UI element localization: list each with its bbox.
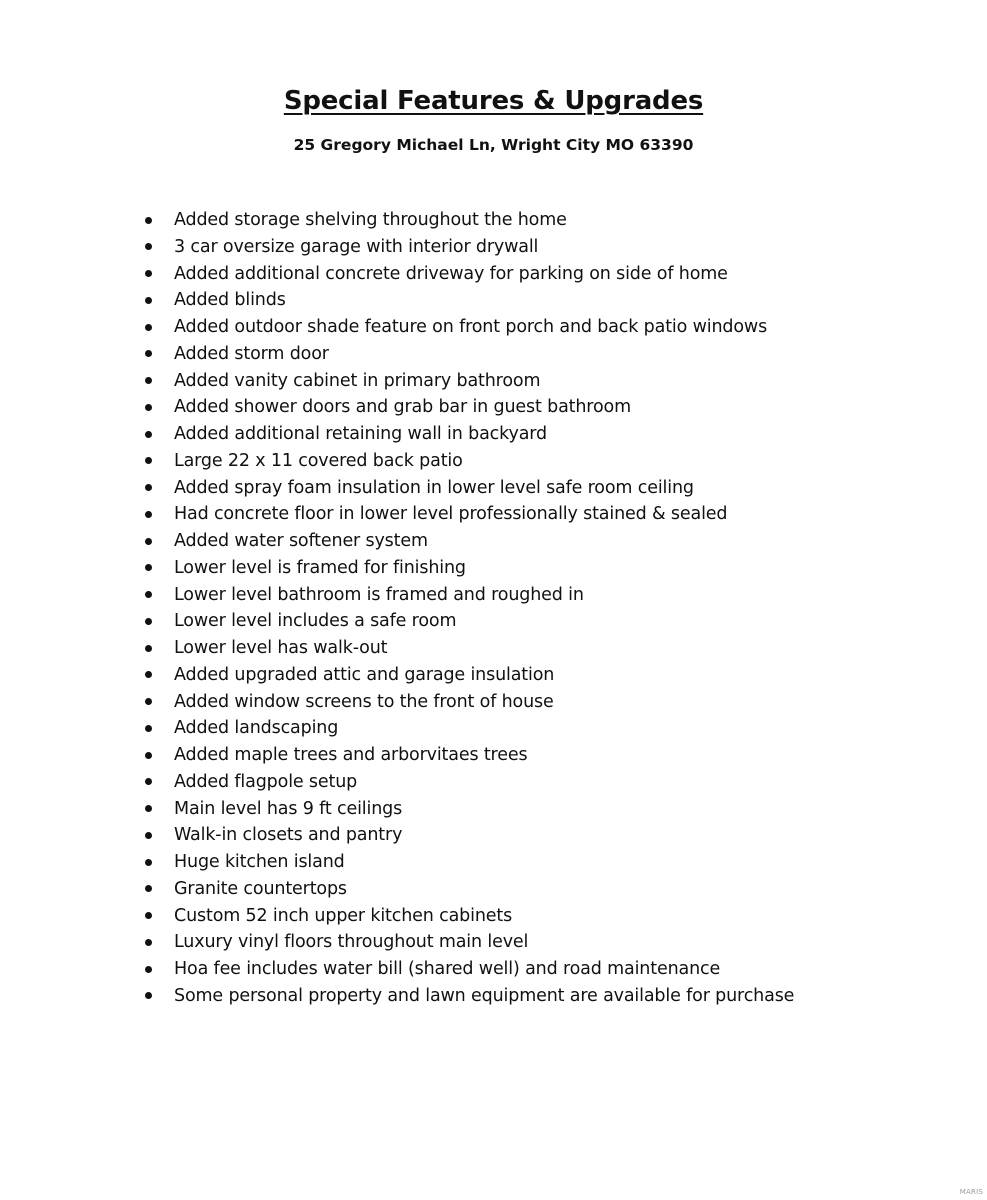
feature-text: Added additional retaining wall in backyard: [174, 424, 547, 444]
bullet-icon: [145, 752, 152, 759]
list-item: [142, 796, 942, 823]
bullet-icon: [145, 992, 152, 999]
bullet-icon: [145, 832, 152, 839]
bullet-icon: [145, 805, 152, 812]
feature-text: 3 car oversize garage with interior drywall: [174, 236, 539, 257]
bullet-icon: [145, 564, 152, 571]
bullet-icon: [145, 912, 152, 919]
feature-text: Added outdoor shade feature on front porch and back patio windows: [174, 317, 768, 337]
bullet-icon: [145, 377, 152, 384]
feature-list: [142, 207, 942, 1010]
list-item: [142, 341, 942, 368]
list-item: [142, 475, 942, 502]
bullet-icon: [145, 885, 152, 892]
bullet-icon: [145, 457, 152, 464]
feature-text: Hoa fee includes water bill (shared well) and road maintenance: [174, 959, 721, 979]
feature-text: Lower level includes a safe room: [174, 611, 457, 632]
bullet-icon: [145, 698, 152, 705]
list-item: [142, 608, 942, 635]
bullet-icon: [145, 671, 152, 678]
list-item: [142, 876, 942, 903]
list-item: [142, 929, 942, 956]
bullet-icon: [145, 324, 152, 331]
bullet-icon: [145, 350, 152, 357]
feature-text: Granite countertops: [174, 878, 347, 899]
feature-text: Luxury vinyl floors throughout main level: [174, 932, 529, 953]
list-item: [142, 287, 942, 314]
feature-text: Added upgraded attic and garage insulation: [174, 664, 555, 685]
feature-text: Added storage shelving throughout the home: [174, 210, 567, 230]
feature-text: Added spray foam insulation in lower level safe room ceiling: [174, 477, 694, 498]
list-item: [142, 822, 942, 849]
list-item: [142, 314, 942, 341]
list-item: [142, 368, 942, 395]
list-item: [142, 715, 942, 742]
bullet-icon: [145, 939, 152, 946]
feature-text: Added shower doors and grab bar in guest bathroom: [174, 397, 631, 418]
feature-text: Walk-in closets and pantry: [174, 825, 403, 846]
bullet-icon: [145, 859, 152, 866]
bullet-icon: [145, 778, 152, 785]
list-item: [142, 903, 942, 930]
feature-text: Added blinds: [174, 290, 286, 311]
bullet-icon: [145, 725, 152, 732]
feature-text: Added additional concrete driveway for parking on side of home: [174, 263, 728, 284]
maris-watermark: MARIS: [959, 1188, 983, 1196]
list-item: [142, 234, 942, 261]
bullet-icon: [145, 645, 152, 652]
bullet-icon: [145, 511, 152, 518]
feature-text: Huge kitchen island: [174, 852, 345, 872]
page-title: Special Features & Upgrades: [283, 86, 704, 116]
bullet-icon: [145, 538, 152, 545]
list-item: [142, 849, 942, 876]
list-item: [142, 421, 942, 448]
feature-text: Added maple trees and arborvitaes trees: [174, 745, 528, 765]
feature-text: Had concrete floor in lower level professionally stained & sealed: [174, 504, 728, 525]
feature-text: Custom 52 inch upper kitchen cabinets: [174, 905, 513, 926]
list-item: [142, 501, 942, 528]
feature-text: Added window screens to the front of house: [174, 691, 554, 712]
list-item: [142, 582, 942, 609]
bullet-icon: [145, 404, 152, 411]
feature-text: Lower level bathroom is framed and roughed in: [174, 584, 584, 605]
list-item: [142, 635, 942, 662]
list-item: [142, 555, 942, 582]
list-item: [142, 448, 942, 475]
list-item: [142, 207, 942, 234]
feature-text: Main level has 9 ft ceilings: [174, 798, 403, 819]
feature-text: Added storm door: [174, 343, 329, 364]
list-item: [142, 662, 942, 689]
feature-text: Some personal property and lawn equipment are available for purchase: [174, 985, 795, 1006]
bullet-icon: [145, 297, 152, 304]
feature-text: Lower level has walk-out: [174, 638, 388, 658]
list-item: [142, 956, 942, 983]
bullet-icon: [145, 591, 152, 598]
list-item: [142, 769, 942, 796]
bullet-icon: [145, 243, 152, 250]
list-item: [142, 689, 942, 716]
list-item: [142, 394, 942, 421]
bullet-icon: [145, 270, 152, 277]
feature-text: Added vanity cabinet in primary bathroom: [174, 370, 541, 391]
bullet-icon: [145, 966, 152, 973]
feature-text: Lower level is framed for finishing: [174, 557, 466, 578]
feature-text: Added water softener system: [174, 531, 428, 551]
property-address: 25 Gregory Michael Ln, Wright City MO 63390: [293, 136, 694, 154]
bullet-icon: [145, 217, 152, 224]
feature-text: Added landscaping: [174, 718, 339, 739]
bullet-icon: [145, 431, 152, 438]
list-item: [142, 983, 942, 1010]
list-item: [142, 261, 942, 288]
feature-text: Added flagpole setup: [174, 771, 358, 792]
list-item: [142, 742, 942, 769]
bullet-icon: [145, 618, 152, 625]
feature-text: Large 22 x 11 covered back patio: [174, 450, 463, 471]
list-item: [142, 528, 942, 555]
bullet-icon: [145, 484, 152, 491]
